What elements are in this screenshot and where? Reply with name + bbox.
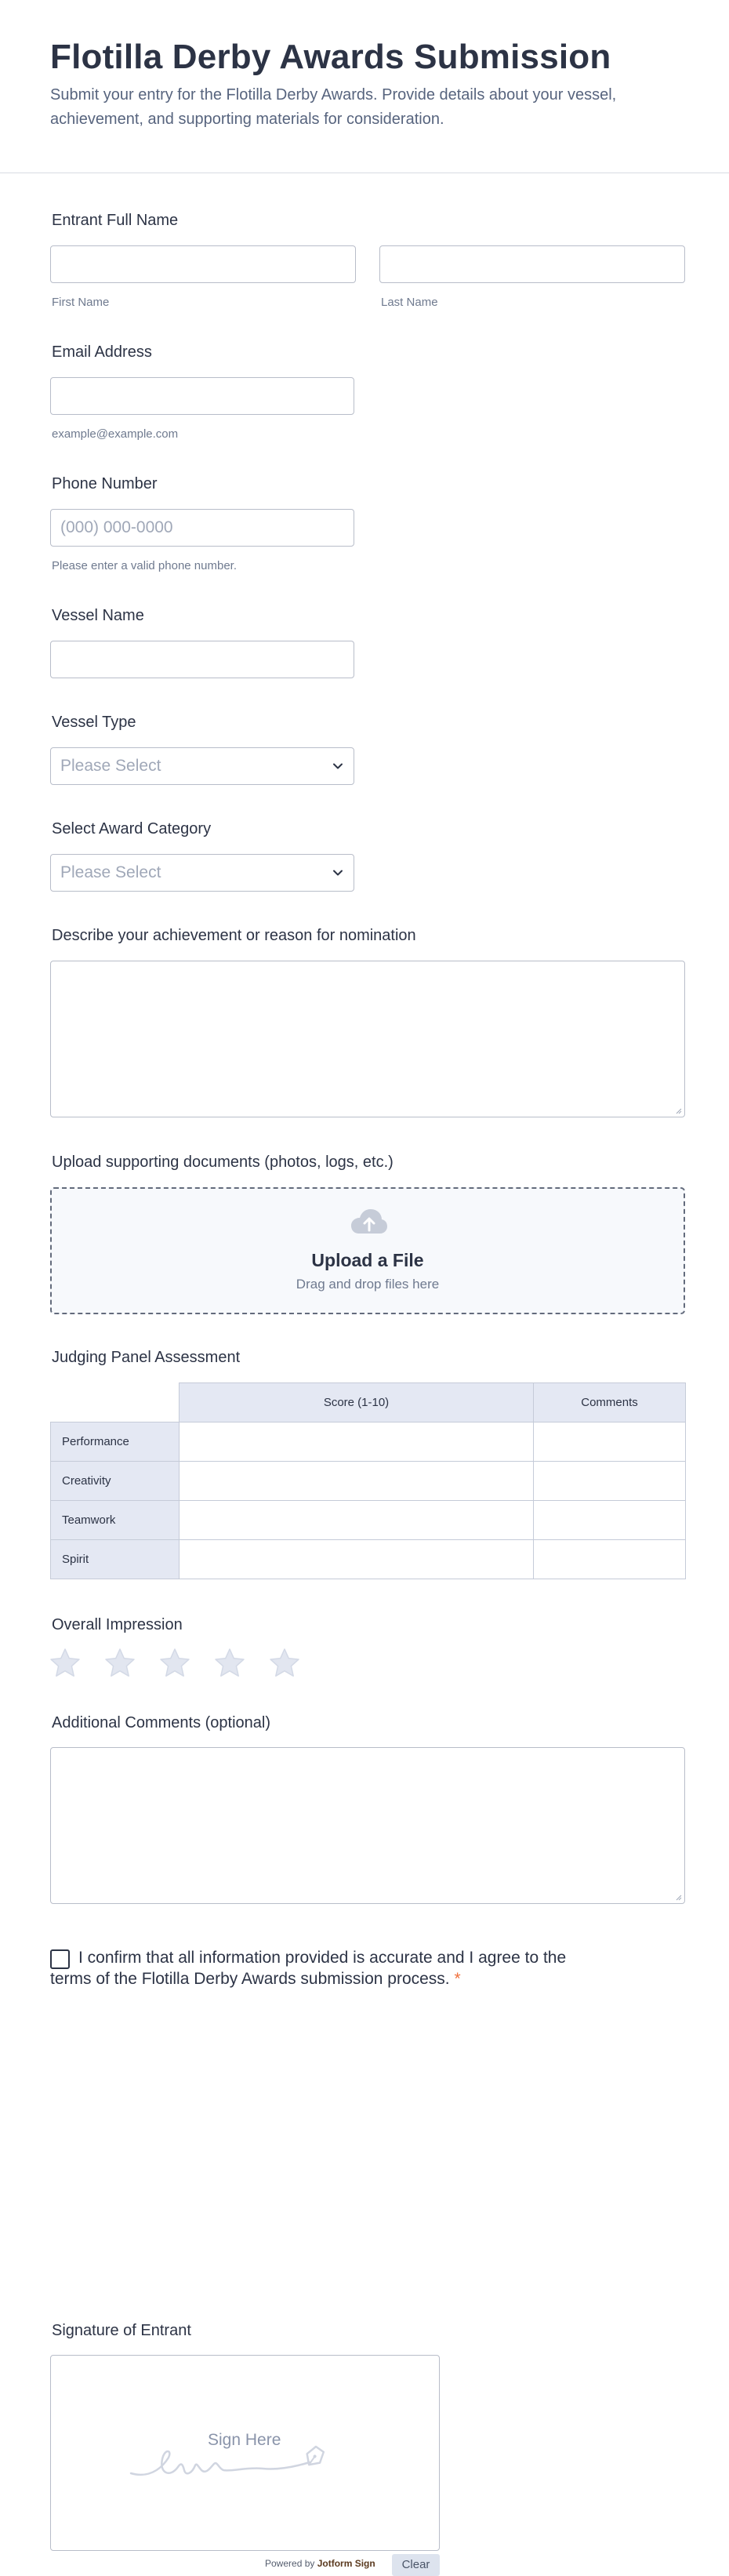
signature-placeholder: Sign Here — [208, 2431, 281, 2449]
clear-signature-button[interactable]: Clear — [392, 2554, 440, 2576]
star-icon[interactable] — [49, 1647, 82, 1680]
vessel-type-selected: Please Select — [60, 757, 161, 775]
matrix-score-input[interactable] — [180, 1501, 534, 1540]
matrix-corner — [51, 1383, 180, 1422]
matrix-score-input[interactable] — [180, 1422, 534, 1462]
star-icon[interactable] — [158, 1647, 191, 1680]
matrix-row — [51, 1462, 686, 1501]
phone-label: Phone Number — [52, 475, 158, 492]
first-name-input[interactable] — [50, 245, 356, 283]
matrix-column-header: Comments — [534, 1383, 686, 1422]
matrix-comment-input[interactable] — [534, 1501, 686, 1540]
comments-label: Additional Comments (optional) — [52, 1714, 271, 1731]
signature-pad[interactable] — [50, 2355, 440, 2551]
vessel-name-input[interactable] — [50, 641, 354, 678]
email-sublabel: example@example.com — [52, 427, 179, 441]
upload-title: Upload a File — [311, 1250, 424, 1270]
resize-grip-icon[interactable] — [674, 1106, 682, 1114]
matrix-row-label: Spirit — [51, 1540, 180, 1579]
last-name-sublabel: Last Name — [381, 296, 438, 309]
award-category-select[interactable] — [50, 854, 354, 892]
matrix-row — [51, 1501, 686, 1540]
comments-textarea[interactable] — [50, 1747, 685, 1904]
matrix-comment-input[interactable] — [534, 1422, 686, 1462]
upload-subtitle: Drag and drop files here — [296, 1277, 440, 1292]
achievement-label: Describe your achievement or reason for nomination — [52, 927, 416, 944]
name-label: Entrant Full Name — [52, 212, 179, 229]
achievement-textarea[interactable] — [50, 961, 685, 1117]
judging-matrix — [50, 1382, 686, 1579]
resize-grip-icon[interactable] — [674, 1893, 682, 1901]
powered-by-prefix: Powered by — [265, 2558, 315, 2569]
chevron-down-icon — [332, 867, 344, 879]
star-icon[interactable] — [268, 1647, 301, 1680]
matrix-column-header: Score (1-10) — [180, 1383, 534, 1422]
page-title: Flotilla Derby Awards Submission — [50, 38, 611, 76]
upload-label: Upload supporting documents (photos, logs, etc.) — [52, 1154, 394, 1171]
vessel-name-label: Vessel Name — [52, 607, 144, 624]
phone-input[interactable] — [50, 509, 354, 547]
matrix-score-input[interactable] — [180, 1462, 534, 1501]
first-name-sublabel: First Name — [52, 296, 110, 309]
matrix-row-label: Teamwork — [51, 1501, 180, 1540]
powered-by-brand: Jotform Sign — [317, 2558, 375, 2569]
award-category-label: Select Award Category — [52, 820, 212, 837]
last-name-input[interactable] — [379, 245, 685, 283]
matrix-comment-input[interactable] — [534, 1462, 686, 1501]
phone-sublabel: Please enter a valid phone number. — [52, 559, 237, 572]
email-label: Email Address — [52, 343, 152, 361]
phone-placeholder: (000) 000-0000 — [60, 518, 173, 536]
matrix-comment-input[interactable] — [534, 1540, 686, 1579]
matrix-row-label: Performance — [51, 1422, 180, 1462]
star-icon[interactable] — [213, 1647, 246, 1680]
matrix-row — [51, 1422, 686, 1462]
page-description: Submit your entry for the Flotilla Derby Awards. Provide details about your vessel, achievement, and supporting materials for consideration. — [50, 86, 617, 128]
cloud-upload-icon — [350, 1208, 389, 1236]
judging-panel-label: Judging Panel Assessment — [52, 1349, 241, 1366]
signature-label: Signature of Entrant — [52, 2322, 191, 2339]
matrix-score-input[interactable] — [180, 1540, 534, 1579]
file-upload-dropzone[interactable] — [50, 1187, 685, 1314]
rating-label: Overall Impression — [52, 1616, 183, 1633]
chevron-down-icon — [332, 760, 344, 772]
star-icon[interactable] — [103, 1647, 136, 1680]
powered-by — [265, 2558, 375, 2569]
required-mark: * — [454, 1970, 461, 1988]
award-category-selected: Please Select — [60, 863, 161, 881]
vessel-type-select[interactable] — [50, 747, 354, 785]
consent-text-block — [50, 1947, 599, 1989]
matrix-row-label: Creativity — [51, 1462, 180, 1501]
matrix-row — [51, 1540, 686, 1579]
consent-text: I confirm that all information provided is accurate and I agree to the terms of the Flotilla Derby Awards submission process. — [50, 1949, 567, 1988]
email-input[interactable] — [50, 377, 354, 415]
vessel-type-label: Vessel Type — [52, 714, 136, 731]
